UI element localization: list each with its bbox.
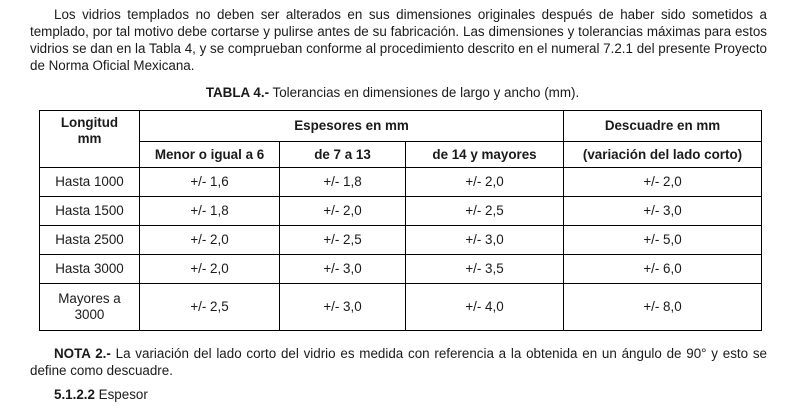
cell-longitud: Hasta 1500 bbox=[40, 197, 140, 226]
section-heading bbox=[54, 386, 148, 403]
table-row bbox=[40, 197, 762, 226]
cell-value: +/- 3,0 bbox=[280, 284, 406, 331]
cell-value: +/- 1,6 bbox=[140, 168, 280, 197]
cell-value: +/- 2,0 bbox=[140, 255, 280, 284]
cell-longitud: Hasta 2500 bbox=[40, 226, 140, 255]
tolerance-table bbox=[39, 110, 762, 331]
header-longitud: Longitud mm bbox=[40, 111, 140, 168]
note-2 bbox=[30, 345, 767, 379]
section-number: 5.1.2.2 bbox=[54, 387, 95, 402]
sub-header-variacion: (variación del lado corto) bbox=[564, 142, 762, 168]
cell-value: +/- 2,5 bbox=[140, 284, 280, 331]
table-caption-text: Tolerancias en dimensiones de largo y ancho (mm). bbox=[269, 85, 580, 100]
cell-value: +/- 2,0 bbox=[140, 226, 280, 255]
cell-longitud: Hasta 3000 bbox=[40, 255, 140, 284]
cell-value: +/- 2,0 bbox=[406, 168, 564, 197]
header-espesores: Espesores en mm bbox=[140, 111, 564, 142]
table-row bbox=[40, 255, 762, 284]
sub-header-menor-6: Menor o igual a 6 bbox=[140, 142, 280, 168]
cell-value: +/- 5,0 bbox=[564, 226, 762, 255]
table-row bbox=[40, 168, 762, 197]
cell-value: +/- 2,5 bbox=[280, 226, 406, 255]
cell-value: +/- 2,0 bbox=[280, 197, 406, 226]
cell-longitud: Mayores a 3000 bbox=[40, 284, 140, 331]
cell-value: +/- 3,0 bbox=[564, 197, 762, 226]
cell-value: +/- 2,0 bbox=[564, 168, 762, 197]
sub-header-14-mayores: de 14 y mayores bbox=[406, 142, 564, 168]
cell-value: +/- 8,0 bbox=[564, 284, 762, 331]
note-text: La variación del lado corto del vidrio es medida con referencia a la obtenida en un ángulo de 90° y esto se define como descuadre. bbox=[30, 346, 767, 378]
header-descuadre: Descuadre en mm bbox=[564, 111, 762, 142]
table-row bbox=[40, 284, 762, 331]
cell-value: +/- 3,5 bbox=[406, 255, 564, 284]
cell-value: +/- 3,0 bbox=[406, 226, 564, 255]
table-caption bbox=[0, 84, 785, 101]
cell-value: +/- 1,8 bbox=[140, 197, 280, 226]
cell-value: +/- 6,0 bbox=[564, 255, 762, 284]
section-title: Espesor bbox=[94, 387, 148, 402]
table-caption-label: TABLA 4.- bbox=[205, 85, 270, 100]
cell-value: +/- 4,0 bbox=[406, 284, 564, 331]
cell-longitud: Hasta 1000 bbox=[40, 168, 140, 197]
cell-value: +/- 3,0 bbox=[280, 255, 406, 284]
table-row bbox=[40, 226, 762, 255]
cell-value: +/- 2,5 bbox=[406, 197, 564, 226]
note-label: NOTA 2.- bbox=[54, 346, 111, 361]
cell-value: +/- 1,8 bbox=[280, 168, 406, 197]
intro-paragraph: Los vidrios templados no deben ser alterados en sus dimensiones originales después de haber sido sometidos a templado, por tal motivo debe cortarse y pulirse antes de su fabricación. Las dimensiones y tolerancias máximas para estos vidrios se dan en la Tabla 4, y se comprueban conforme al procedimiento descrito en el numeral 7.2.1 del presente Proyecto de Norma Oficial Mexicana. bbox=[30, 7, 767, 73]
sub-header-7-13: de 7 a 13 bbox=[280, 142, 406, 168]
